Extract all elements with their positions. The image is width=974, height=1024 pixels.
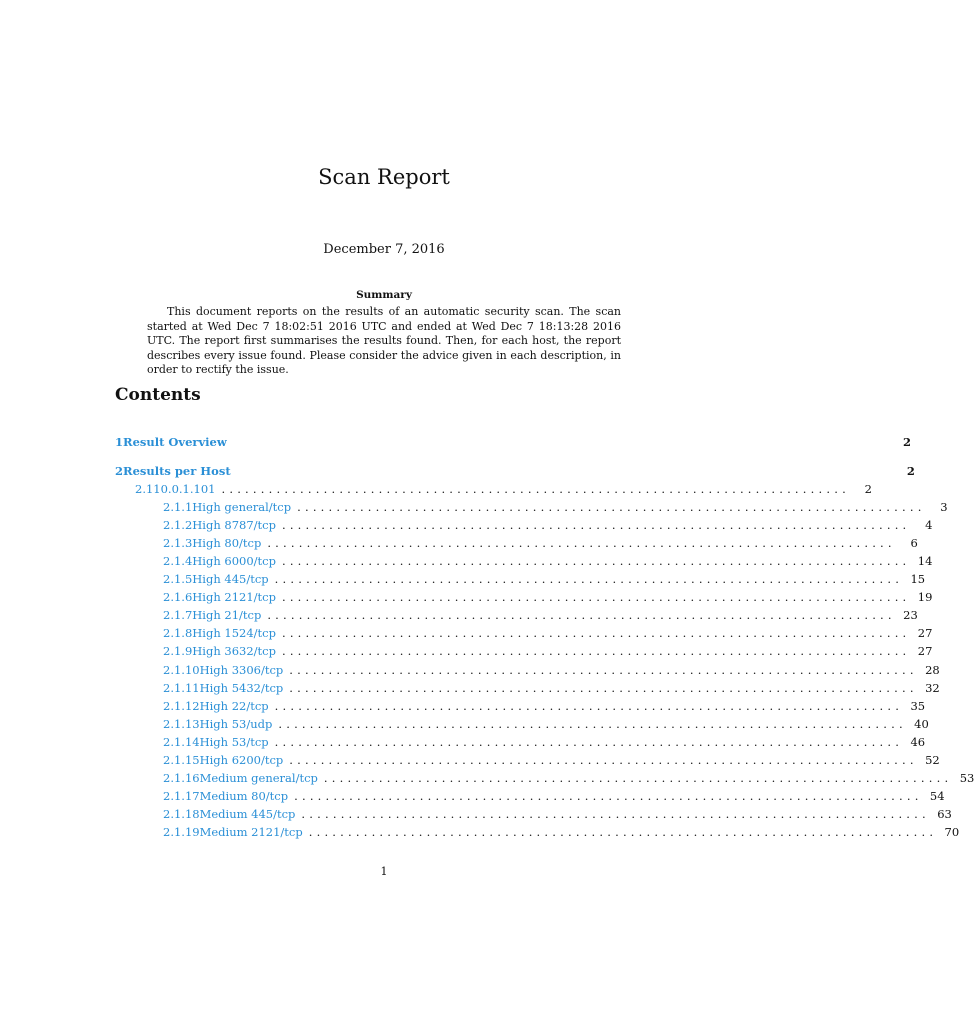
toc-entry[interactable] (163, 770, 974, 787)
toc-entry-number[interactable]: 2.1 (135, 482, 154, 496)
toc-entry-page: 19 (917, 590, 933, 605)
toc-leader-dots: ................................................................................ (289, 752, 918, 767)
toc-entry[interactable] (163, 590, 933, 606)
toc-leader-dots: ................................................................................ (281, 518, 911, 533)
toc-entry[interactable] (163, 734, 926, 751)
toc-entry-page: 6 (910, 536, 918, 551)
toc-entry[interactable] (163, 554, 933, 570)
toc-entry[interactable] (163, 626, 933, 642)
toc-leader-dots: ................................................................................ (274, 734, 904, 749)
toc-leader-dots: ................................................................................ (274, 572, 904, 587)
toc-leader-dots: ................................................................................ (294, 788, 923, 803)
toc-entry-number[interactable]: 2.1.1 (163, 500, 193, 515)
toc-leader-dots: ................................................................................ (281, 644, 911, 659)
toc-entry-number[interactable]: 2.1.13 (163, 716, 200, 731)
toc-entry-number[interactable]: 2.1.12 (163, 698, 200, 713)
toc-entry-number[interactable]: 2.1.18 (163, 806, 200, 821)
toc-leader-dots: ................................................................................ (221, 482, 850, 496)
toc-entry-page: 63 (937, 806, 952, 821)
toc-entry[interactable] (163, 662, 940, 679)
toc-entry-label[interactable]: High 3306/tcp (199, 662, 284, 677)
toc-entry-number[interactable]: 2.1.17 (163, 788, 200, 803)
toc-entry-label[interactable]: High 1524/tcp (192, 626, 276, 641)
toc-entry[interactable] (163, 752, 940, 769)
toc-entry[interactable] (115, 464, 915, 480)
toc-entry-label[interactable]: Result Overview (123, 435, 227, 449)
toc-entry-number[interactable]: 2.1.9 (163, 644, 193, 659)
toc-entry[interactable] (115, 435, 912, 451)
toc-entry-label[interactable]: Results per Host (123, 464, 231, 478)
toc-entry-page: 40 (914, 716, 929, 731)
toc-entry-page: 27 (917, 644, 933, 659)
toc-entry-label[interactable]: 10.0.1.101 (153, 482, 216, 496)
toc-entry-page: 2 (906, 464, 915, 478)
toc-entry-label[interactable]: Medium general/tcp (199, 770, 318, 785)
toc-entry-label[interactable]: High 2121/tcp (192, 590, 276, 605)
toc-entry[interactable] (163, 806, 952, 823)
toc-entry[interactable] (163, 788, 945, 805)
toc-entry-label[interactable]: Medium 80/tcp (199, 788, 289, 803)
toc-entry-page: 53 (959, 770, 974, 785)
toc-leader-dots: ................................................................................ (267, 608, 896, 623)
toc-entry[interactable] (163, 644, 933, 660)
toc-entry[interactable] (163, 824, 960, 841)
toc-entry-page: 4 (925, 518, 933, 533)
toc-leader-dots: ................................................................................ (308, 824, 938, 839)
toc-entry-label[interactable]: High 3632/tcp (192, 644, 276, 659)
toc-entry-label[interactable]: High 80/tcp (192, 536, 262, 551)
toc-entry-page: 70 (944, 824, 960, 839)
toc-entry-page: 14 (917, 554, 933, 569)
toc-entry[interactable] (163, 698, 926, 715)
toc-leader-dots: ................................................................................ (278, 716, 907, 731)
toc-entry-label[interactable]: High general/tcp (192, 500, 292, 515)
toc-entry-number[interactable]: 2.1.2 (163, 518, 193, 533)
toc-leader-dots: ................................................................................ (289, 662, 918, 677)
toc-leader-dots: ................................................................................ (297, 500, 926, 515)
toc-entry[interactable] (163, 500, 948, 516)
toc-entry-label[interactable]: High 445/tcp (192, 572, 269, 587)
toc-entry-number[interactable]: 2.1.16 (163, 770, 200, 785)
toc-entry-label[interactable]: High 6000/tcp (192, 554, 276, 569)
toc-entry-page: 27 (917, 626, 933, 641)
toc-entry-number[interactable]: 2.1.7 (163, 608, 193, 623)
toc-entry-label[interactable]: High 21/tcp (192, 608, 262, 623)
toc-entry-number[interactable]: 2.1.15 (163, 752, 200, 767)
toc-entry[interactable] (163, 536, 918, 552)
toc-entry-page: 46 (910, 734, 926, 749)
toc-entry-page: 3 (940, 500, 948, 515)
toc-leader-dots: ................................................................................ (281, 590, 911, 605)
toc-entry-page: 15 (910, 572, 926, 587)
toc-entry-page: 28 (925, 662, 940, 677)
toc-entry-number[interactable]: 2.1.6 (163, 590, 193, 605)
toc-leader-dots: ................................................................................ (301, 806, 930, 821)
toc-entry-page: 2 (864, 482, 872, 496)
toc-entry[interactable] (163, 518, 933, 534)
page-number: 1 (380, 865, 388, 878)
document-date: December 7, 2016 (323, 242, 445, 257)
toc-entry-number[interactable]: 2 (115, 464, 124, 478)
toc-entry-number[interactable]: 2.1.14 (163, 734, 200, 749)
toc-entry-label[interactable]: High 8787/tcp (192, 518, 276, 533)
toc-entry[interactable] (163, 608, 918, 624)
toc-entry-number[interactable]: 2.1.19 (163, 824, 200, 839)
toc-entry[interactable] (135, 482, 872, 498)
toc-entry-page: 23 (903, 608, 918, 623)
toc-entry-page: 54 (929, 788, 945, 803)
document-title: Scan Report (318, 165, 450, 189)
toc-leader-dots: ................................................................................ (274, 698, 904, 713)
toc-entry-label[interactable]: Medium 445/tcp (199, 806, 296, 821)
toc-entry-label[interactable]: High 22/tcp (199, 698, 269, 713)
toc-leader-dots: ................................................................................ (289, 680, 918, 695)
summary-heading: Summary (356, 289, 412, 301)
toc-entry-number[interactable]: 2.1.11 (163, 680, 200, 695)
toc-entry[interactable] (163, 680, 940, 697)
toc-entry-label[interactable]: High 5432/tcp (199, 680, 284, 695)
toc-entry-page: 32 (925, 680, 940, 695)
toc-entry-page: 35 (910, 698, 926, 713)
contents-heading: Contents (115, 385, 201, 405)
toc-entry-number[interactable]: 2.1.10 (163, 662, 200, 677)
toc-leader-dots: ................................................................................ (267, 536, 896, 551)
toc-entry[interactable] (163, 716, 929, 733)
toc-entry-page: 52 (925, 752, 940, 767)
toc-leader-dots: ................................................................................ (323, 770, 953, 785)
toc-entry-label[interactable]: Medium 2121/tcp (199, 824, 303, 839)
toc-leader-dots: ................................................................................ (281, 626, 911, 641)
toc-entry-label[interactable]: High 53/udp (199, 716, 273, 731)
summary-text: This document reports on the results of an automatic security scan. The scan started at Wed Dec 7 18:02:51 2016 UTC and ended at Wed Dec 7 18:13:28 2016 UTC. The report first summarises the results found. Then, for each host, the report describes every issue found. Please consider the advice given in each description, in order to rectify the issue. (147, 305, 621, 377)
toc-entry-number[interactable]: 2.1.8 (163, 626, 193, 641)
toc-entry-number[interactable]: 2.1.3 (163, 536, 193, 551)
toc-entry-number[interactable]: 2.1.5 (163, 572, 193, 587)
toc-leader-dots: ................................................................................ (281, 554, 911, 569)
toc-entry-label[interactable]: High 53/tcp (199, 734, 269, 749)
toc-entry-page: 2 (903, 435, 912, 449)
toc-entry-label[interactable]: High 6200/tcp (199, 752, 284, 767)
toc-entry-number[interactable]: 2.1.4 (163, 554, 193, 569)
toc-entry[interactable] (163, 572, 926, 588)
toc-entry-number[interactable]: 1 (115, 435, 124, 449)
